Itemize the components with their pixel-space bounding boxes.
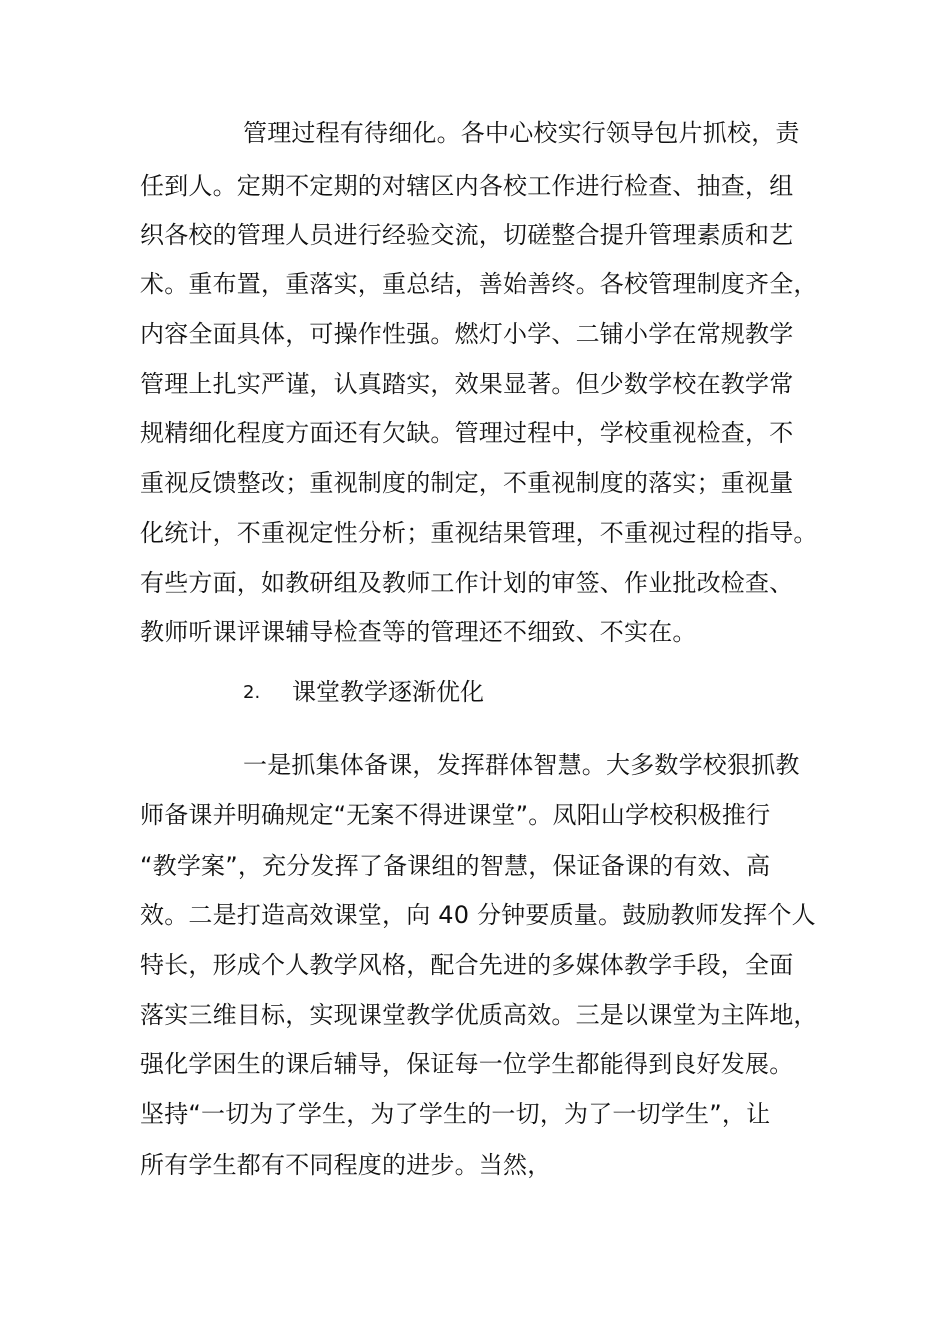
paragraph-1-line-11: 教师听课评课辅导检查等的管理还不细致、不实在。	[140, 618, 697, 646]
section-number: 2.	[243, 682, 261, 703]
paragraph-2-line-1: 一是抓集体备课，发挥群体智慧。大多数学校狠抓教	[243, 751, 800, 779]
paragraph-1-line-2: 任到人。定期不定期的对辖区内各校工作进行检查、抽查，组	[140, 172, 794, 200]
paragraph-2-line-3: “教学案”，充分发挥了备课组的智慧，保证备课的有效、高	[140, 852, 771, 880]
paragraph-1-line-5: 内容全面具体，可操作性强。燃灯小学、二铺小学在常规教学	[140, 320, 794, 348]
paragraph-2-line-4: 效。二是打造高效课堂，向 40 分钟要质量。鼓励教师发挥个人	[140, 901, 816, 929]
paragraph-1-line-6: 管理上扎实严谨，认真踏实，效果显著。但少数学校在教学常	[140, 370, 794, 398]
paragraph-1-line-3: 织各校的管理人员进行经验交流，切磋整合提升管理素质和艺	[140, 221, 794, 249]
paragraph-2-line-7: 强化学困生的课后辅导，保证每一位学生都能得到良好发展。	[140, 1050, 794, 1078]
paragraph-1-line-1: 管理过程有待细化。各中心校实行领导包片抓校，责	[243, 119, 800, 147]
section-title: 课堂教学逐渐优化	[292, 678, 484, 706]
paragraph-2-line-2: 师备课并明确规定“无案不得进课堂”。凤阳山学校积极推行	[140, 801, 771, 829]
paragraph-2-line-9: 所有学生都有不同程度的进步。当然，	[140, 1151, 552, 1179]
paragraph-1-line-7: 规精细化程度方面还有欠缺。管理过程中，学校重视检查，不	[140, 419, 794, 447]
paragraph-2-line-6: 落实三维目标，实现课堂教学优质高效。三是以课堂为主阵地，	[140, 1001, 818, 1029]
paragraph-2-line-5: 特长，形成个人教学风格，配合先进的多媒体教学手段，全面	[140, 951, 794, 979]
paragraph-1-line-8: 重视反馈整改；重视制度的制定，不重视制度的落实；重视量	[140, 469, 794, 497]
paragraph-1-line-4: 术。重布置，重落实，重总结，善始善终。各校管理制度齐全，	[140, 270, 818, 298]
paragraph-2-line-8: 坚持“一切为了学生，为了学生的一切，为了一切学生”，让	[140, 1100, 771, 1128]
paragraph-1-line-10: 有些方面，如教研组及教师工作计划的审签、作业批改检查、	[140, 569, 794, 597]
paragraph-1-line-9: 化统计，不重视定性分析；重视结果管理，不重视过程的指导。	[140, 519, 818, 547]
